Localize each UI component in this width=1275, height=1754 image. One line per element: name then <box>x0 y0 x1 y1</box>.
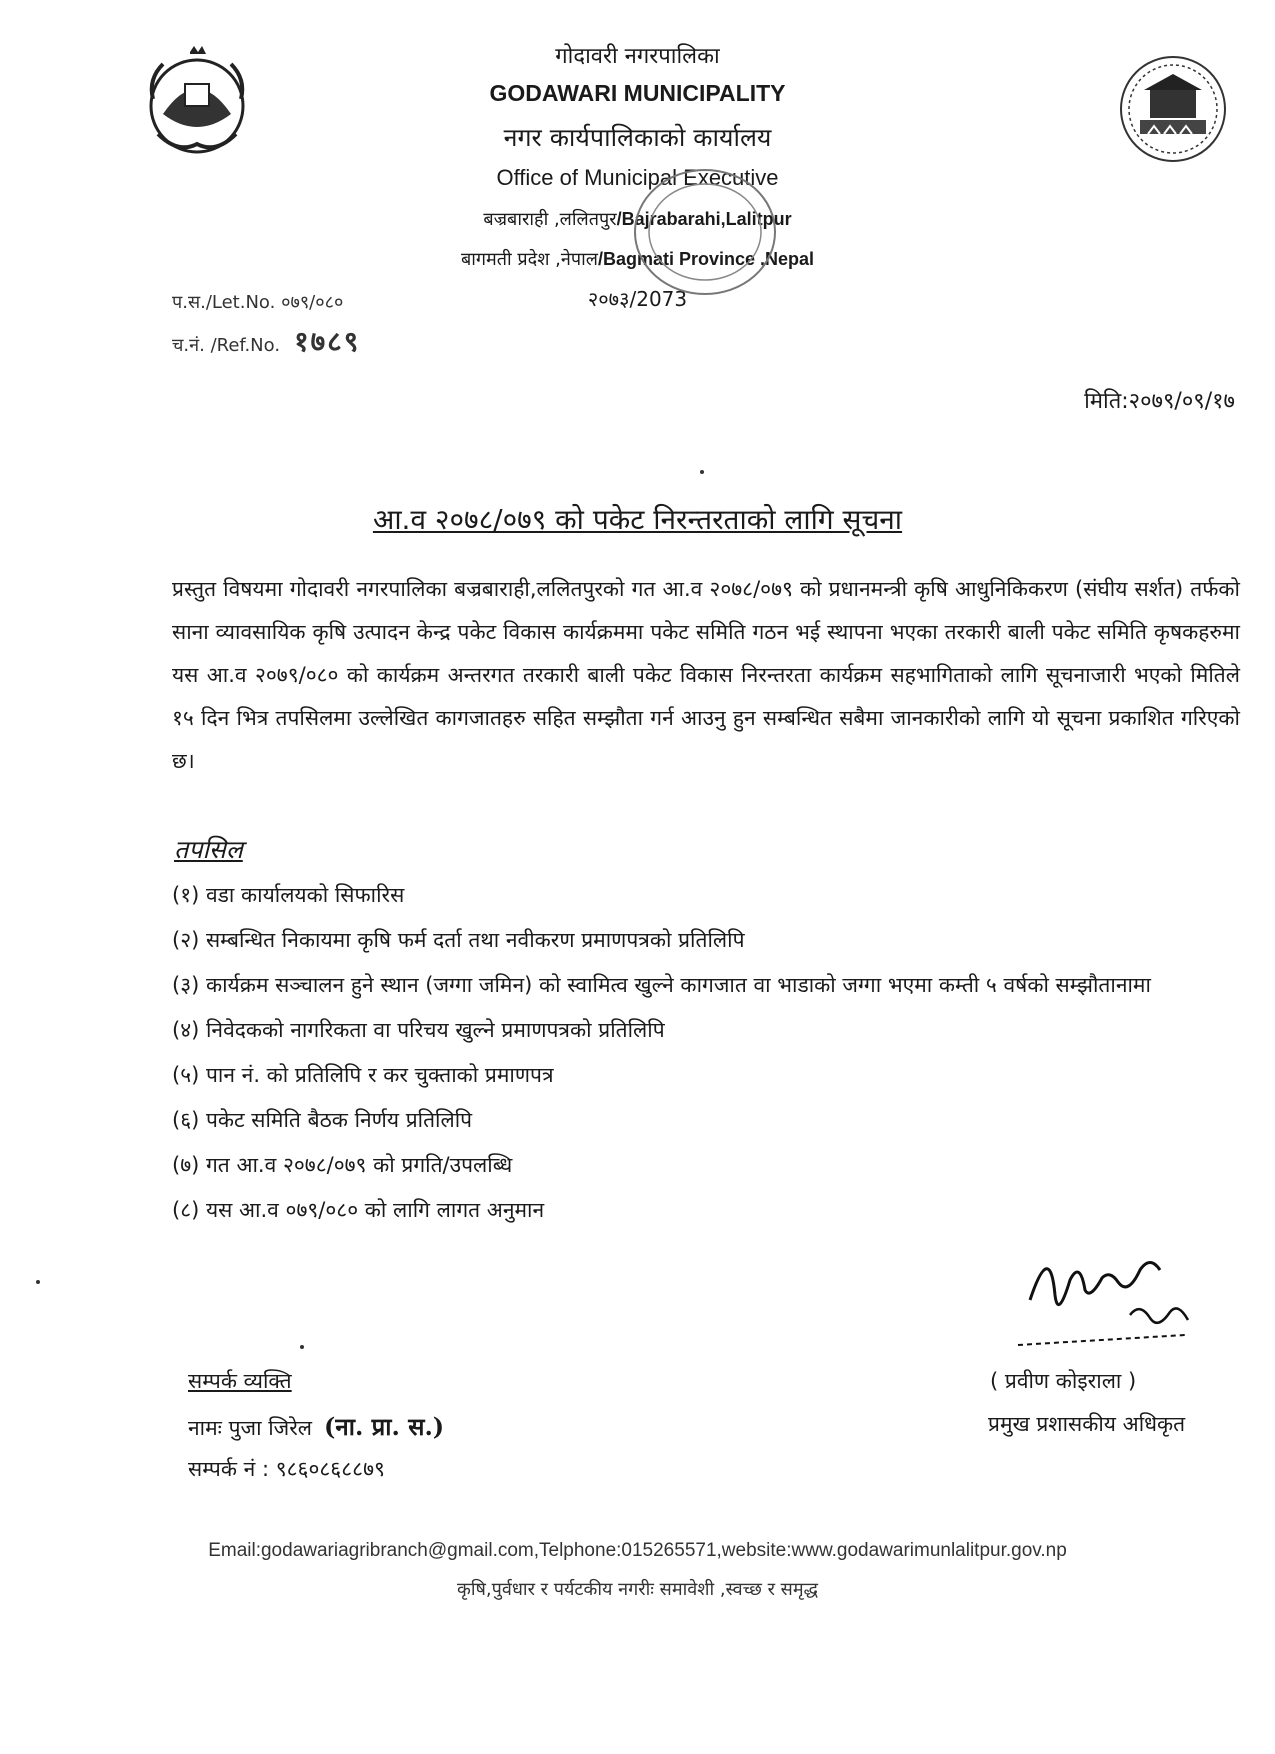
province-nepali: बागमती प्रदेश ,नेपाल <box>460 249 598 270</box>
handwritten-signature <box>1010 1240 1200 1364</box>
office-stamp <box>630 165 780 304</box>
establishment-year: २०७३/2073 <box>587 287 688 311</box>
letter-number-label: प.स./Let.No. <box>172 292 276 313</box>
office-name-nepali: नगर कार्यपालिकाको कार्यालय <box>503 123 772 152</box>
list-item: (७) गत आ.व २०७८/०७९ को प्रगति/उपलब्धि <box>172 1153 513 1177</box>
office-name-english: Office of Municipal Executive <box>496 165 779 190</box>
contact-name: नामः पुजा जिरेल <box>188 1416 313 1440</box>
notice-body: प्रस्तुत विषयमा गोदावरी नगरपालिका बज्रबाराही,ललितपुरको गत आ.व २०७८/०७९ को प्रधानमन्त्री कृषि आधुनिकिकरण (संघीय सर्शत) तर्फको साना व्यावसायिक कृषि उत्पादन केन्द्र पकेट विकास कार्यक्रममा पकेट समिति गठन भई स्थापना भएका तरकारी बाली पकेट समिति कृषकहरुमा यस आ.व २०७९/०८० को कार्यक्रम अन्तरगत तरकारी बाली पकेट विकास निरन्तरता कार्यक्रम सहभागिताको लागि सूचनाजारी भएको मितिले १५ दिन भित्र तपसिलमा उल्लेखित कागजातहरु सहित सम्झौता गर्न आउनु हुन सम्बन्धित सबैमा जानकारीको लागि यो सूचना प्रकाशित गरिएको छ। <box>172 577 1240 773</box>
required-documents-list <box>172 873 1240 1233</box>
ref-number-value: १७८९ <box>294 325 361 358</box>
province-english: /Bagmati Province ,Nepal <box>597 249 815 269</box>
municipality-name-nepali: गोदावरी नगरपालिका <box>555 44 720 69</box>
tapasil-heading: तपसिल <box>174 835 243 864</box>
signatory-name: ( प्रवीण कोइराला ) <box>990 1369 1137 1393</box>
letter-number-row <box>172 290 343 314</box>
ref-number-label: च.नं. /Ref.No. <box>172 335 281 356</box>
letter-number-value: ०७९/०८० <box>281 292 344 313</box>
list-item: (२) सम्बन्धित निकायमा कृषि फर्म दर्ता तथा नवीकरण प्रमाणपत्रको प्रतिलिपि <box>172 928 745 952</box>
footer-contact-line: Email:godawariagribranch@gmail.com,Telphone:015265571,website:www.godawarimunlalitpur.gov.np <box>208 1540 1067 1561</box>
footer-motto: कृषि,पुर्वधार र पर्यटकीय नगरीः समावेशी ,स्वच्छ र समृद्ध <box>457 1579 818 1600</box>
list-item: (३) कार्यक्रम सञ्चालन हुने स्थान (जग्गा जमिन) को स्वामित्व खुल्ने कागजात वा भाडाको जग्गा भएमा कम्ती ५ वर्षको सम्झौतानामा <box>172 973 1151 997</box>
list-item: (६) पकेट समिति बैठक निर्णय प्रतिलिपि <box>172 1108 473 1132</box>
list-item: (१) वडा कार्यालयको सिफारिस <box>172 883 405 907</box>
notice-date: मिति:२०७९/०९/१७ <box>1084 389 1235 414</box>
contact-phone: सम्पर्क नं : ९८६०८६८८७९ <box>188 1457 385 1481</box>
ref-number-row <box>172 322 360 360</box>
list-item: (५) पान नं. को प्रतिलिपि र कर चुक्ताको प्रमाणपत्र <box>172 1063 554 1087</box>
scan-speck <box>700 470 704 474</box>
contact-name-row <box>188 1410 444 1443</box>
scan-speck <box>36 1280 40 1284</box>
list-item: (४) निवेदकको नागरिकता वा परिचय खुल्ने प्रमाणपत्रको प्रतिलिपि <box>172 1018 665 1042</box>
contact-designation: (ना. प्रा. स.) <box>324 1412 445 1441</box>
municipality-name-english: GODAWARI MUNICIPALITY <box>489 80 786 106</box>
signatory-title: प्रमुख प्रशासकीय अधिकृत <box>988 1412 1186 1436</box>
contact-heading: सम्पर्क व्यक्ति <box>188 1369 292 1393</box>
address-nepali: बज्रबाराही ,ललितपुर <box>483 209 617 230</box>
list-item: (८) यस आ.व ०७९/०८० को लागि लागत अनुमान <box>172 1198 545 1222</box>
address-english: /Bajrabarahi,Lalitpur <box>616 209 792 229</box>
notice-title: आ.व २०७८/०७९ को पकेट निरन्तरताको लागि सूचना <box>372 503 903 536</box>
scan-speck <box>300 1345 304 1349</box>
